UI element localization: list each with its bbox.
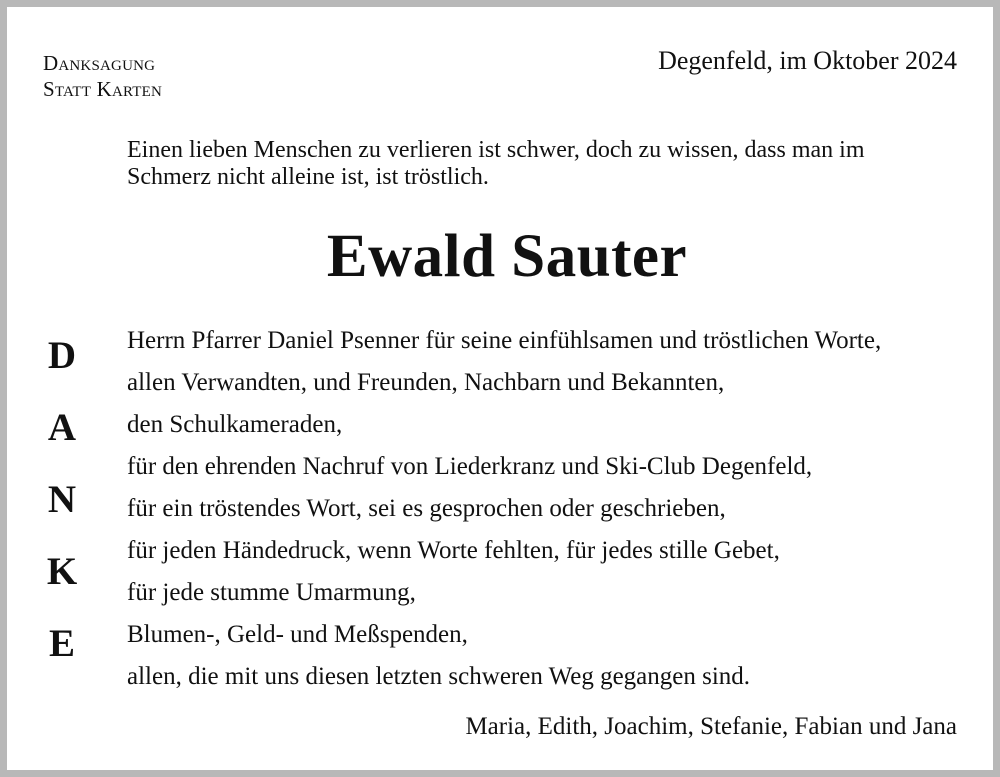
thanks-line: für ein tröstendes Wort, sei es gesprochen oder geschrieben,	[127, 495, 726, 522]
thanks-line: Herrn Pfarrer Daniel Psenner für seine einfühlsamen und tröstlichen Worte,	[127, 327, 882, 354]
thanks-line: Blumen-, Geld- und Meßspenden,	[127, 621, 468, 648]
thanks-list	[127, 321, 987, 699]
danke-vertical	[37, 330, 87, 690]
thanks-line: für jeden Händedruck, wenn Worte fehlten, für jedes stille Gebet,	[127, 537, 780, 564]
danke-letter: N	[47, 478, 77, 521]
thanks-line: allen Verwandten, und Freunden, Nachbarn und Bekannten,	[127, 369, 725, 396]
deceased-name: Ewald Sauter	[326, 223, 688, 290]
intro-line: Einen lieben Menschen zu verlieren ist schwer, doch zu wissen, dass man im	[127, 137, 865, 163]
notice-heading	[43, 50, 162, 102]
thanks-line: für jede stumme Umarmung,	[127, 579, 416, 606]
heading-line-thanks: Danksagung	[43, 51, 156, 75]
thanks-line: für den ehrenden Nachruf von Liederkranz und Ski-Club Degenfeld,	[127, 453, 813, 480]
intro-line: Schmerz nicht alleine ist, ist tröstlich.	[127, 164, 489, 190]
danke-letter: E	[48, 622, 75, 665]
thanks-line: allen, die mit uns diesen letzten schweren Weg gegangen sind.	[127, 663, 751, 690]
heading-line-instead-of-cards: Statt Karten	[43, 77, 163, 101]
danke-letter: K	[46, 550, 78, 593]
danke-letter: D	[47, 334, 77, 377]
intro-quote	[127, 137, 977, 191]
thanks-line: den Schulkameraden,	[127, 411, 343, 438]
family-signature: Maria, Edith, Joachim, Stefanie, Fabian und Jana	[465, 713, 957, 740]
danke-letter: A	[47, 406, 77, 449]
place-date: Degenfeld, im Oktober 2024	[658, 46, 957, 75]
